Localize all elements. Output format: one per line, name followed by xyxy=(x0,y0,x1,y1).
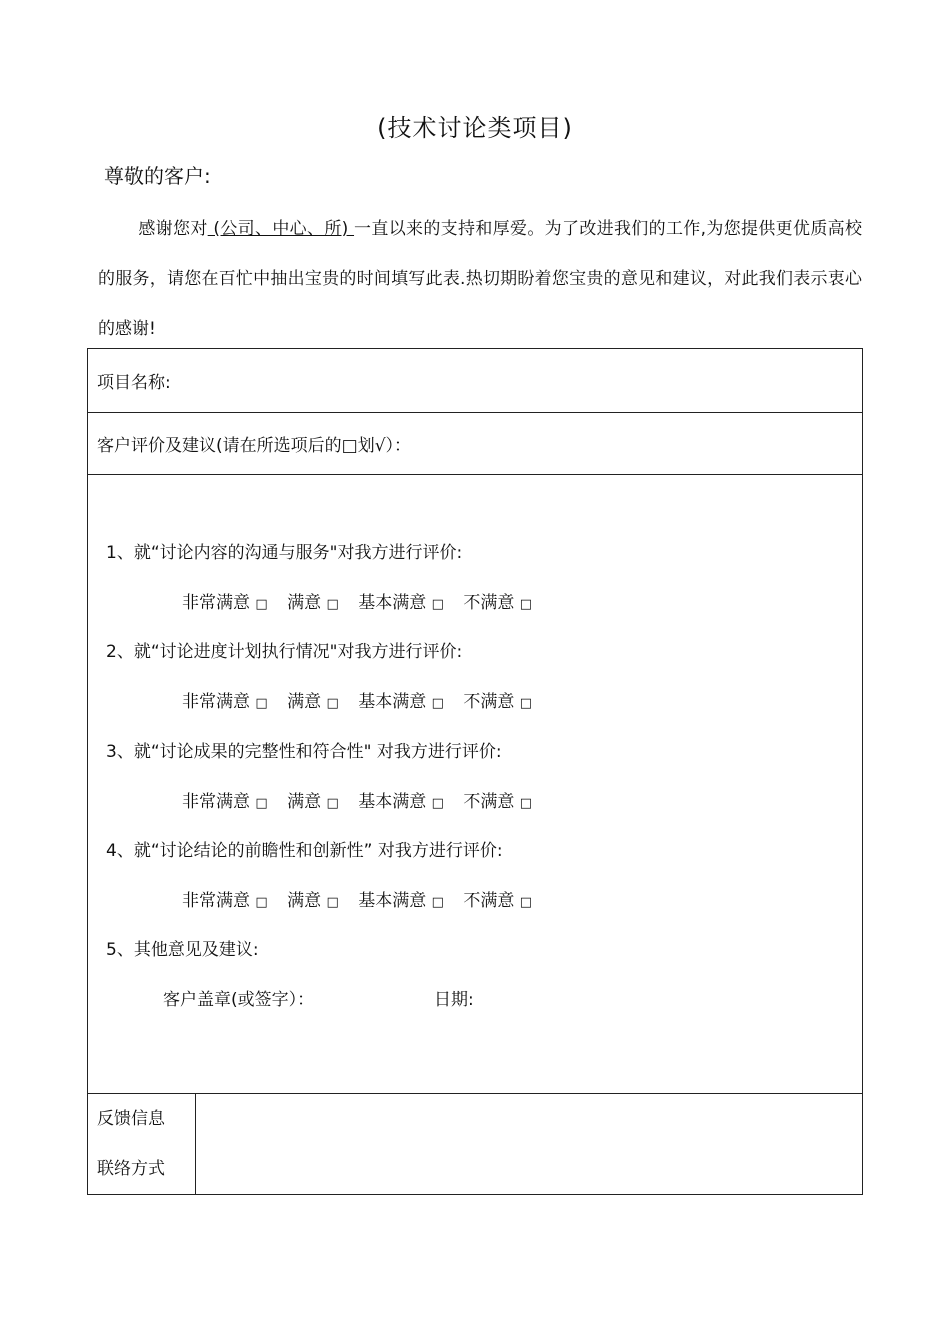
options-row-4 xyxy=(182,886,546,911)
project-name-label: 项目名称: xyxy=(97,373,171,393)
intro-text-after: 一直以来的支持和厚爱。为了改进我们的工作,为您提供更优质高校的服务，请您在百忙中抽出宝贵的时间填写此表.热切期盼着您宝贵的意见和建议，对此我们表示衷心的感谢! xyxy=(98,219,863,339)
intro-paragraph xyxy=(98,204,862,354)
other-suggestions-label: 5、其他意见及建议: xyxy=(106,940,259,960)
option-basically-satisfied[interactable]: 基本满意 □ xyxy=(358,792,444,812)
checkbox-icon[interactable]: □ xyxy=(519,895,533,910)
project-name-cell[interactable] xyxy=(88,349,863,413)
options-row-3 xyxy=(182,787,546,812)
feedback-contact-input-cell[interactable] xyxy=(196,1094,863,1195)
salutation: 尊敬的客户: xyxy=(104,164,211,188)
checkbox-icon[interactable]: □ xyxy=(255,895,268,910)
signature-label: 客户盖章(或签字）： xyxy=(163,990,315,1010)
checkbox-icon[interactable]: □ xyxy=(326,796,339,811)
option-not-satisfied[interactable]: 不满意 □ xyxy=(463,792,533,812)
question-1: 1、就“讨论内容的沟通与服务"对我方进行评价: xyxy=(106,543,463,563)
option-not-satisfied[interactable]: 不满意 □ xyxy=(463,692,533,712)
option-basically-satisfied[interactable]: 基本满意 □ xyxy=(358,692,444,712)
option-very-satisfied[interactable]: 非常满意 □ xyxy=(182,692,268,712)
checkbox-icon[interactable]: □ xyxy=(255,796,268,811)
feedback-form-table xyxy=(87,348,863,1195)
option-very-satisfied[interactable]: 非常满意 □ xyxy=(182,792,268,812)
date-label: 日期: xyxy=(434,990,474,1010)
checkbox-icon[interactable]: □ xyxy=(519,597,533,612)
option-very-satisfied[interactable]: 非常满意 □ xyxy=(182,891,268,911)
contact-label: 联络方式 xyxy=(97,1159,165,1179)
option-not-satisfied[interactable]: 不满意 □ xyxy=(463,593,533,613)
option-basically-satisfied[interactable]: 基本满意 □ xyxy=(358,593,444,613)
checkbox-icon[interactable]: □ xyxy=(519,696,533,711)
option-not-satisfied[interactable]: 不满意 □ xyxy=(463,891,533,911)
intro-text-before: 感谢您对 xyxy=(138,219,208,239)
options-row-1 xyxy=(182,588,546,613)
question-3: 3、就“讨论成果的完整性和符合性" 对我方进行评价: xyxy=(106,742,502,762)
survey-area xyxy=(97,475,862,1093)
question-2: 2、就“讨论进度计划执行情况"对我方进行评价: xyxy=(106,642,463,662)
page-title: (技术讨论类项目) xyxy=(377,114,573,142)
checkbox-icon[interactable]: □ xyxy=(255,696,268,711)
checkbox-icon[interactable]: □ xyxy=(326,696,339,711)
evaluation-header-cell xyxy=(88,413,863,475)
option-satisfied[interactable]: 满意 □ xyxy=(287,593,339,613)
survey-cell xyxy=(88,475,863,1094)
option-very-satisfied[interactable]: 非常满意 □ xyxy=(182,593,268,613)
checkbox-icon[interactable]: □ xyxy=(431,597,444,612)
option-satisfied[interactable]: 满意 □ xyxy=(287,792,339,812)
option-satisfied[interactable]: 满意 □ xyxy=(287,891,339,911)
checkbox-icon[interactable]: □ xyxy=(431,895,444,910)
options-row-2 xyxy=(182,687,546,712)
checkbox-icon[interactable]: □ xyxy=(326,895,339,910)
checkbox-icon[interactable]: □ xyxy=(255,597,268,612)
checkbox-icon[interactable]: □ xyxy=(431,696,444,711)
evaluation-label: 客户评价及建议(请在所选项后的□划√）： xyxy=(97,436,412,456)
checkbox-icon[interactable]: □ xyxy=(326,597,339,612)
option-satisfied[interactable]: 满意 □ xyxy=(287,692,339,712)
intro-underlined-org: (公司、中心、所) xyxy=(207,219,355,239)
option-basically-satisfied[interactable]: 基本满意 □ xyxy=(358,891,444,911)
checkbox-icon[interactable]: □ xyxy=(431,796,444,811)
question-4: 4、就“讨论结论的前瞻性和创新性” 对我方进行评价: xyxy=(106,841,503,861)
feedback-label: 反馈信息 xyxy=(97,1109,165,1129)
checkbox-icon[interactable]: □ xyxy=(519,796,533,811)
feedback-label-cell xyxy=(88,1094,196,1195)
